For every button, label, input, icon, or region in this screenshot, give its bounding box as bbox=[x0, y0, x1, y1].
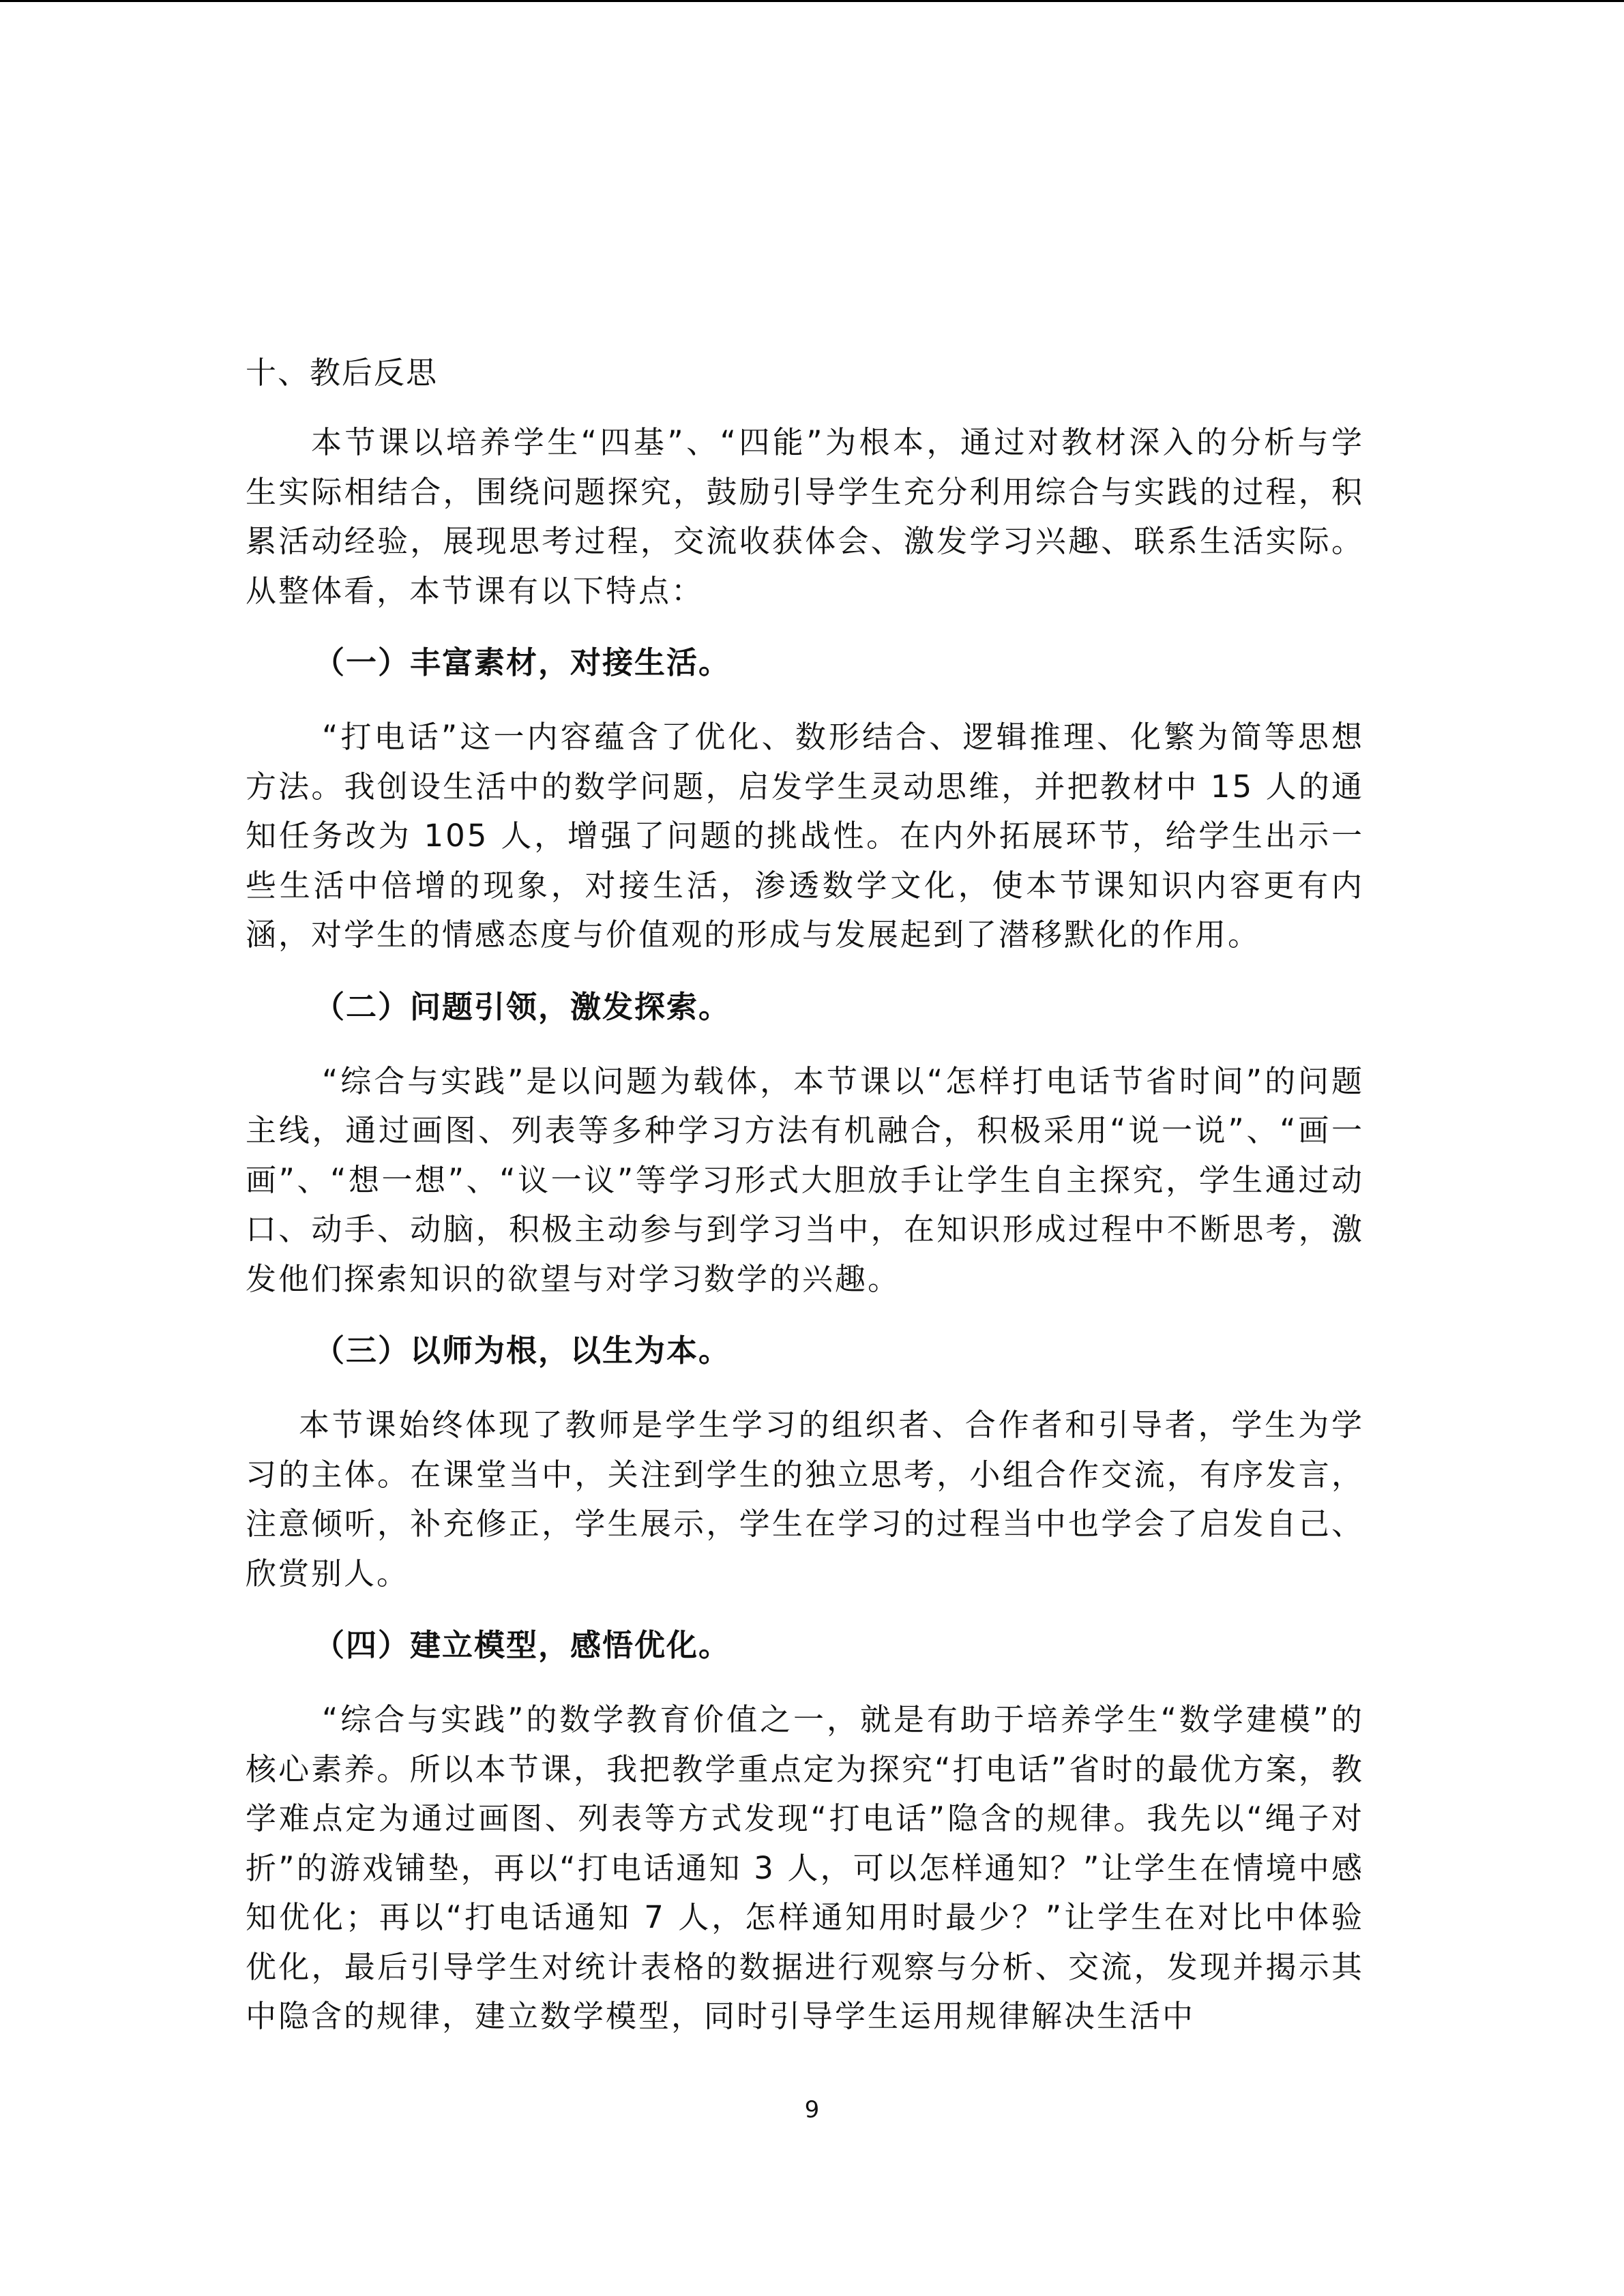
subsection-heading-4: （四）建立模型，感悟优化。 bbox=[314, 1627, 731, 1663]
subsection-paragraph-2: “综合与实践”是以问题为载体，本节课以“怎样打电话节省时间”的问题主线，通过画图、列表等多种学习方法有机融合，积极采用“说一说”、“画一画”、“想一想”、“议一议”等学习形式大胆放手让学生自主探究，学生通过动口、动手、动脑，积极主动参与到学习当中，在知识形成过程中不断思考，激发他们探索知识的欲望与对学习数学的兴趣。 bbox=[246, 1062, 1364, 1297]
intro-paragraph: 本节课以培养学生“四基”、“四能”为根本，通过对教材深入的分析与学生实际相结合，围绕问题探究，鼓励引导学生充分利用综合与实践的过程，积累活动经验，展现思考过程，交流收获体会、激发学习兴趣、联系生活实际。从整体看，本节课有以下特点： bbox=[246, 424, 1364, 609]
subsection-paragraph-1: “打电话”这一内容蕴含了优化、数形结合、逻辑推理、化繁为简等思想方法。我创设生活中的数学问题，启发学生灵动思维，并把教材中 15 人的通知任务改为 105 人，增强了问题的挑战性。在内外拓展环节，给学生出示一些生活中倍增的现象，对接生活，渗透数学文化，使本节课知识内容更有内涵，对学生的情感态度与价值观的形成与发展起到了潜移默化的作用。 bbox=[246, 719, 1364, 953]
top-border-line bbox=[0, 0, 1624, 2]
subsection-heading-3: （三）以师为根，以生为本。 bbox=[314, 1332, 731, 1369]
subsection-paragraph-3: 本节课始终体现了教师是学生学习的组织者、合作者和引导者，学生为学习的主体。在课堂当中，关注到学生的独立思考，小组合作交流，有序发言，注意倾听，补充修正，学生展示，学生在学习的过程当中也学会了启发自己、欣赏别人。 bbox=[246, 1407, 1364, 1592]
page-number: 9 bbox=[804, 2096, 820, 2123]
subsection-heading-1: （一）丰富素材，对接生活。 bbox=[314, 644, 731, 681]
subsection-heading-2: （二）问题引领，激发探索。 bbox=[314, 988, 731, 1025]
section-title: 十、教后反思 bbox=[246, 355, 439, 391]
subsection-paragraph-4: “综合与实践”的数学教育价值之一，就是有助于培养学生“数学建模”的核心素养。所以本节课，我把教学重点定为探究“打电话”省时的最优方案，教学难点定为通过画图、列表等方式发现“打电话”隐含的规律。我先以“绳子对折”的游戏铺垫，再以“打电话通知 3 人，可以怎样通知？”让学生在情境中感知优化；再以“打电话通知 7 人，怎样通知用时最少？”让学生在对比中体验优化，最后引导学生对统计表格的数据进行观察与分析、交流，发现并揭示其中隐含的规律，建立数学模型，同时引导学生运用规律解决生活中 bbox=[246, 1701, 1364, 2034]
document-page bbox=[246, 344, 1364, 2062]
